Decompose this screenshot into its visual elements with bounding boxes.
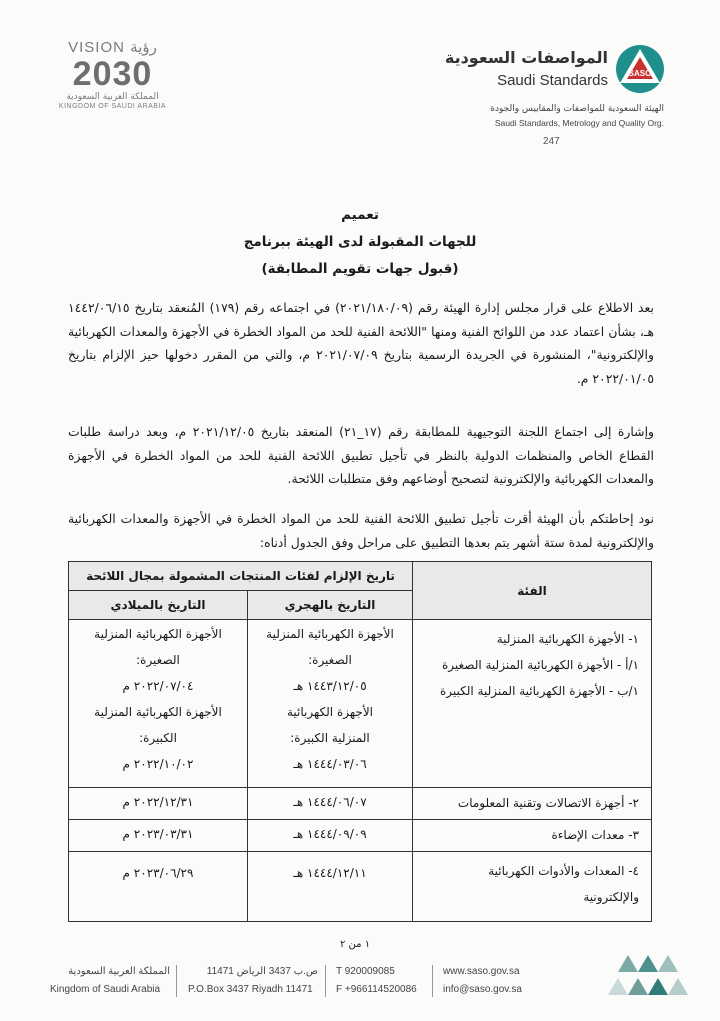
footer-kingdom [50,963,170,999]
table-row [69,620,652,788]
gregorian-line: الأجهزة الكهربائية المنزلية [94,705,222,719]
footer-pobox-en: P.O.Box 3437 Riyadh 11471 [188,984,313,995]
hijri-cell: ١٤٤٤/٠٩/٠٩ هـ [248,820,413,852]
footer-divider [325,965,326,997]
paragraph-1: بعد الاطلاع على قرار مجلس إدارة الهيئة رقم (٢٠٢١/١٨٠/٠٩) في اجتماعه رقم (١٧٩) المُنعقد بتاريخ ١٤٤٢/٠٦/١٥ هـ، بشأن اعتماد عدد من اللوائح الفنية ومنها "اللائحة الفنية للحد من المواد الخطرة في الأجهزة والمعدات الكهربائية والإلكترونية"، المنشورة في الجريدة الرسمية بتاريخ ٢٠٢١/٠٧/٠٩ م، والتي من المقرر دخولها حيز الإلزام بتاريخ ٢٠٢٢/٠١/٠٥ م. [68,300,654,387]
category-cell [413,620,652,788]
header-dates: تاريخ الإلزام لفئات المنتجات المشمولة بمجال اللائحة [69,562,413,591]
gregorian-line: الأجهزة الكهربائية المنزلية [94,627,222,641]
footer-phone: T 920009085 [336,966,395,977]
saso-logo-icon [614,43,666,95]
category-cell [413,852,652,922]
saso-name-en: Saudi Standards [497,72,608,89]
gregorian-cell: ٢٠٢٣/٠٣/٣١ م [69,820,248,852]
footer-divider [176,965,177,997]
circular-subtitle: للجهات المقبولة لدى الهيئة ببرنامج [243,234,477,250]
footer-kingdom-ar: المملكة العربية السعودية [68,966,170,977]
footer-address [188,963,318,999]
category-line: ١/أ - الأجهزة الكهربائية المنزلية الصغيرة [441,658,639,672]
footer-fax: F +966114520086 [336,984,417,995]
vision-2030-logo [50,38,175,110]
footer-web [443,963,522,999]
saso-full-ar: الهيئة السعودية للمواصفات والمقاييس والجودة [490,104,664,114]
decorative-triangles-icon [598,950,688,1005]
paragraph-2: وإشارة إلى اجتماع اللجنة التوجيهية للمطابقة رقم (١٧_٢١) المنعقد بتاريخ ٢٠٢١/١٢/٠٥ م، وبعد دراسة طلبات القطاع الخاص والمنظمات الدولية بالنظر في تأجيل تطبيق اللائحة الفنية للحد من المواد الخطرة في الأجهزة والمعدات الكهربائية والإلكترونية لتصحيح أوضاعهم وفق متطلبات اللائحة. [68,424,654,487]
gregorian-line: ٢٠٢٢/٠٧/٠٤ م [122,679,194,693]
category-line: والإلكترونية [583,890,639,904]
kingdom-en: KINGDOM OF SAUDI ARABIA [58,103,167,110]
footer-kingdom-en: Kingdom of Saudi Arabia [50,984,161,995]
kingdom-ar: المملكة العربية السعودية [66,92,159,102]
gregorian-cell: ٢٠٢٣/٠٦/٢٩ م [69,852,248,922]
circular-title: تعميم [341,207,379,223]
gregorian-line: الصغيرة: [136,653,180,667]
vision-word: VISION [68,39,125,56]
category-cell: ٢- أجهزة الاتصالات وتقنية المعلومات [413,788,652,820]
footer-email[interactable]: info@saso.gov.sa [443,984,522,995]
vision-year: 2030 [72,55,153,93]
footer-contact [336,963,417,999]
header-category: الفئة [413,562,652,620]
hijri-line: الأجهزة الكهربائية [286,705,373,719]
footer-website[interactable]: www.saso.gov.sa [443,966,520,977]
saso-name-ar: المواصفات السعودية [444,48,608,67]
hijri-line: ١٤٤٣/١٢/٠٥ هـ [293,679,367,693]
circular-program: (قبول جهات تقويم المطابقة) [261,261,459,277]
saso-logo-text: SASO [628,69,652,78]
reference-number: 247 [543,136,560,147]
gregorian-cell [69,620,248,788]
hijri-line: ١٤٤٤/٠٣/٠٦ هـ [293,757,367,771]
header-hijri: التاريخ بالهجري [248,591,413,620]
table-row [69,820,652,852]
table-row [69,852,652,922]
saso-full-en: Saudi Standards, Metrology and Quality Org. [494,118,664,128]
hijri-line: الأجهزة الكهربائية المنزلية [266,627,394,641]
table-row [69,788,652,820]
vision-ar: رؤية [130,39,157,56]
gregorian-line: ٢٠٢٢/١٠/٠٢ م [122,757,194,771]
hijri-cell [248,620,413,788]
gregorian-line: الكبيرة: [139,731,177,745]
category-cell: ٣- معدات الإضاءة [413,820,652,852]
hijri-cell: ١٤٤٤/٠٦/٠٧ هـ [248,788,413,820]
hijri-cell: ١٤٤٤/١٢/١١ هـ [248,852,413,922]
schedule-table [68,561,652,922]
hijri-line: المنزلية الكبيرة: [290,731,370,745]
hijri-line: الصغيرة: [308,653,352,667]
gregorian-cell: ٢٠٢٢/١٢/٣١ م [69,788,248,820]
category-line: ٤- المعدات والأدوات الكهربائية [488,864,639,878]
footer-divider [432,965,433,997]
category-line: ١- الأجهزة الكهربائية المنزلية [496,632,639,646]
footer-pobox-ar: ص.ب 3437 الرياض 11471 [206,966,318,977]
header-gregorian: التاريخ بالميلادي [69,591,248,620]
page-number: ١ من ٢ [340,939,371,950]
category-line: ١/ب - الأجهزة الكهربائية المنزلية الكبيرة [439,684,639,698]
paragraph-3: نود إحاطتكم بأن الهيئة أقرت تأجيل تطبيق اللائحة الفنية للحد من المواد الخطرة في الأجهزة والمعدات الكهربائية والإلكترونية لمدة ستة أشهر يتم بعدها التطبيق على مراحل وفق الجدول أدناه: [68,511,654,550]
